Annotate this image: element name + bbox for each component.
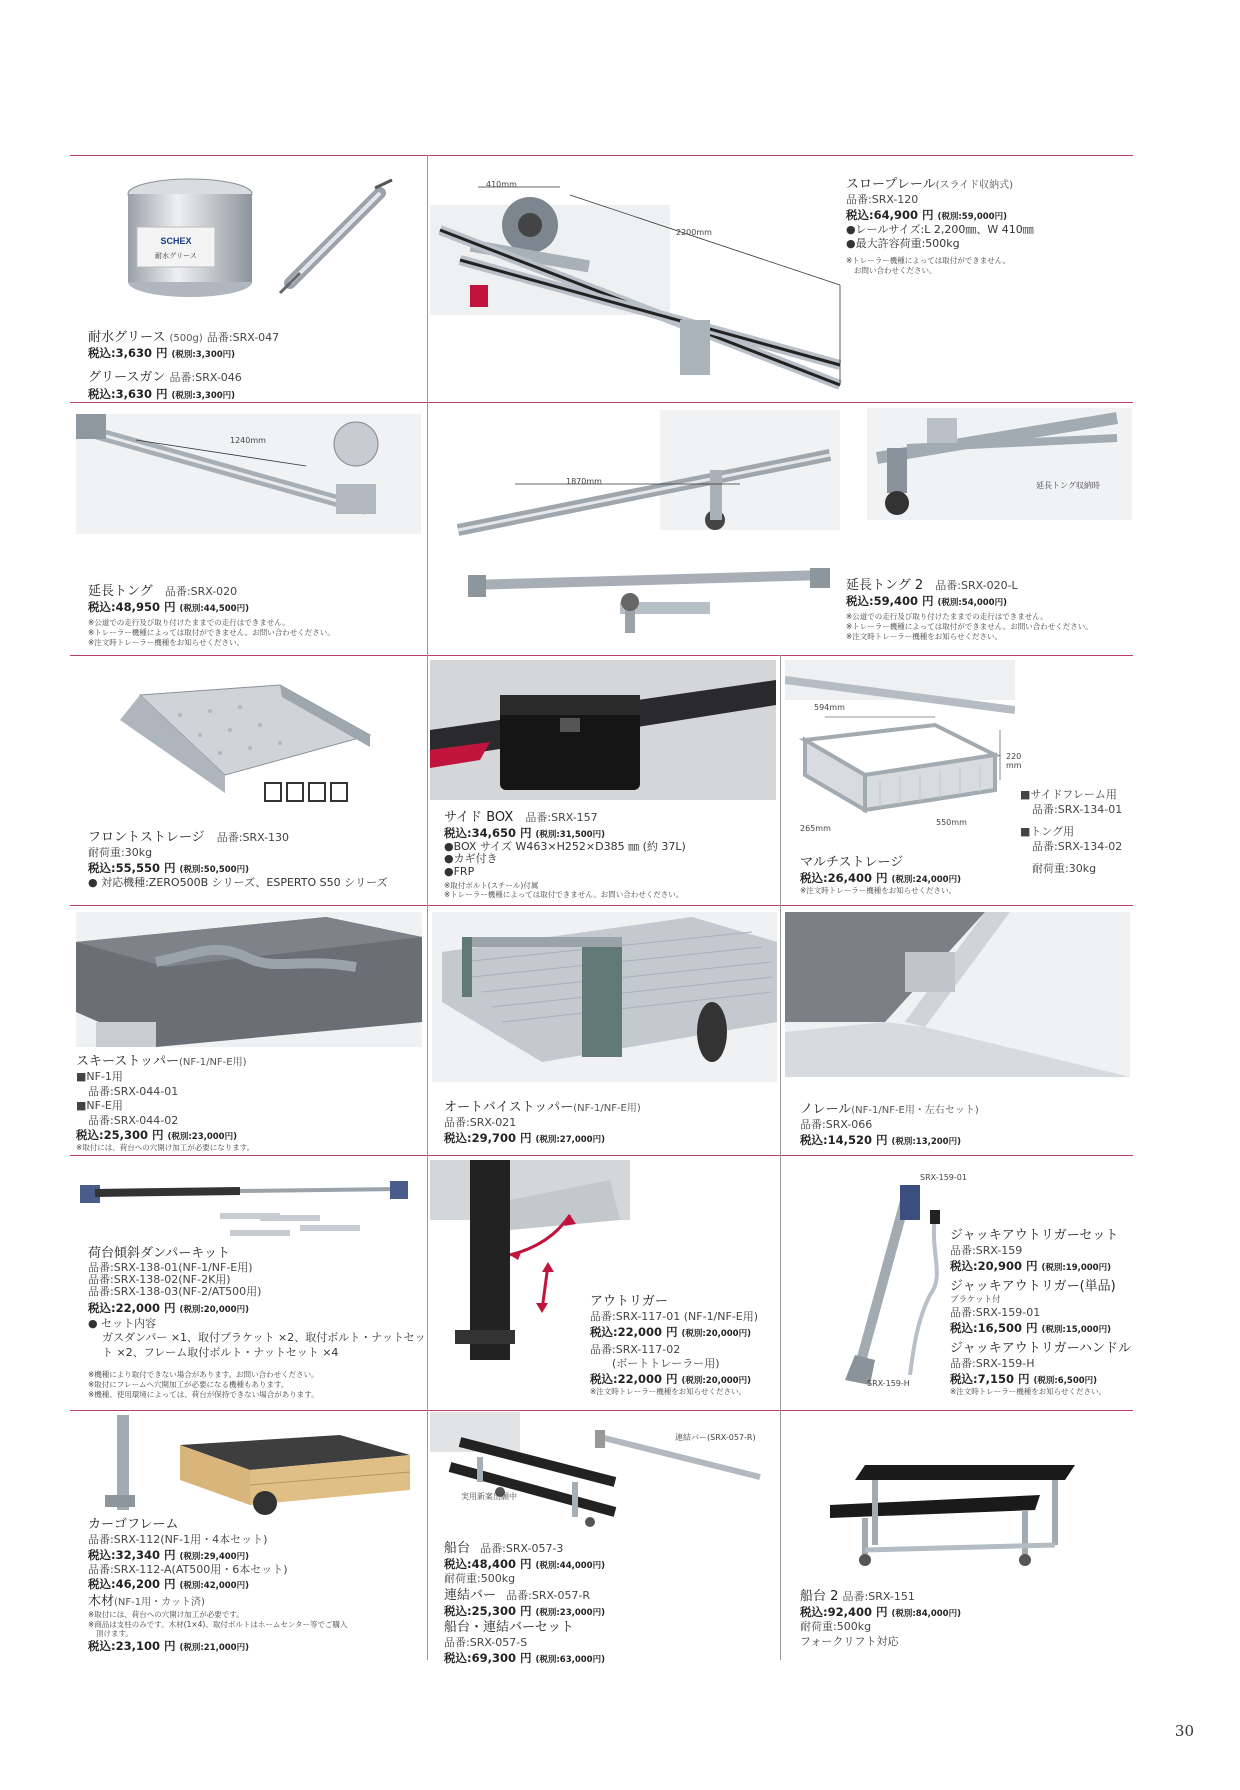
ski-stopper-text [76,1053,254,1153]
jack-code-bottom: SRX-159-H [867,1379,910,1388]
can-label: 耐水グリース [155,252,197,260]
bike-price: 税込:29,700 円 [444,1130,532,1145]
jack-set-price: 税込:20,900 円 [950,1258,1038,1273]
grease-title-sub: (500g) [169,333,203,344]
bar-code: 品番:SRX-057-R [506,1588,591,1602]
tongue-price-ex: (税別:44,500円) [179,604,249,615]
multi-side-frame: ■サイドフレーム用 [1020,788,1117,801]
tongue2-title: 延長トング 2 [846,578,924,593]
page-number: 30 [1174,1722,1194,1740]
bike-stopper-text [444,1099,641,1146]
slope-note: お問い合わせください。 [854,265,937,275]
gun-price: 税込:3,630 円 [88,386,168,401]
cargo-title: カーゴフレーム [88,1517,179,1532]
col-rule-r6b [780,1410,781,1660]
row-rule-2 [70,655,1133,656]
tongue2-price-ex: (税別:54,000円) [937,598,1007,609]
stand-set-code: 品番:SRX-057-S [444,1636,528,1650]
col-rule-r5a [427,1155,428,1410]
cargo-frame-image [105,1415,415,1515]
col-rule-r2 [427,402,428,655]
jack-code-top: SRX-159-01 [920,1173,967,1182]
jack-single-price: 税込:16,500 円 [950,1320,1038,1335]
outrigger-note: ※注文時トレーラー機種をお知らせください。 [590,1387,747,1397]
cargo-price2-ex: (税別:42,000円) [179,1581,249,1592]
rail-title-sub: (NF-1/NF-E用・左右セット) [851,1105,979,1116]
slope-title: スロープレール [846,177,936,192]
tongue-text [88,583,335,648]
rail-image [785,912,1130,1077]
slope-code: 品番:SRX-120 [846,193,919,207]
tongue2-code: 品番:SRX-020-L [935,579,1018,592]
boat-stand2-image [825,1460,1095,1570]
col-rule-r1 [427,155,428,402]
tongue-long-image [440,410,840,640]
wood-price: 税込:23,100 円 [88,1639,176,1654]
col-rule-r4a [427,905,428,1155]
sidebox-bullet: ●BOX サイズ W463×H252×D385 ㎜ (約 37L) [444,840,686,854]
tongue-dim-1870: 1870mm [566,477,602,486]
grease-gun-image [270,178,400,298]
cargo-price2: 税込:46,200 円 [88,1577,176,1592]
front-price-ex: (税別:50,500円) [179,864,249,875]
wood-sub: (NF-1用・カット済) [114,1596,205,1608]
multi-dim-mm: mm [1006,761,1022,770]
damper-title: 荷台傾斜ダンパーキット [88,1246,230,1261]
rail-text [800,1101,979,1148]
grease-price: 税込:3,630 円 [88,346,168,361]
jack-handle-price: 税込:7,150 円 [950,1371,1030,1386]
jack-handle-code: 品番:SRX-159-H [950,1356,1035,1370]
col-rule-r6a [427,1410,428,1660]
tongue-title: 延長トング [88,584,153,599]
damper-bullet: ト ×2、フレーム取付ボルト・ナットセット ×4 [102,1345,339,1359]
multi-price: 税込:26,400 円 [800,871,888,886]
grease-can-image [115,172,265,302]
stand-set-price-ex: (税別:63,000円) [535,1654,605,1665]
cargo-code2: 品番:SRX-112-A(AT500用・6本セット) [88,1562,288,1576]
tongue2-note: ※公道での走行及び取り付けたままでの走行はできません。 [846,612,1048,622]
tongue2-price: 税込:59,400 円 [846,594,934,609]
sidebox-price-ex: (税別:31,500円) [535,830,605,841]
multi-text [800,854,961,896]
ski-line: ■NF-1用 [76,1070,123,1084]
slope-price-ex: (税別:59,000円) [937,211,1007,222]
stand-code: 品番:SRX-057-3 [480,1542,564,1555]
sidebox-bullet: ●FRP [444,864,475,878]
sidebox-code: 品番:SRX-157 [525,811,598,824]
jack-image [840,1185,960,1385]
outrigger-code2: 品番:SRX-117-02 [590,1342,681,1356]
damper-code: 品番:SRX-138-03(NF-2/AT500用) [88,1285,262,1299]
bar-price: 税込:25,300 円 [444,1604,532,1619]
grease-price-ex: (税別:3,300円) [171,350,236,361]
tongue-image [76,414,421,534]
col-rule-r4b [780,905,781,1155]
row-rule-4 [70,1155,1133,1156]
boat-use-label: 実用新案出願中 [461,1492,517,1501]
front-title: フロントストレージ [88,830,205,845]
multi-side-text [1020,788,1122,877]
ski-stopper-image [76,912,422,1047]
cargo-note: 頂けます。 [96,1629,133,1639]
jack-single-price-ex: (税別:15,000円) [1041,1324,1111,1335]
boat-text [444,1540,605,1666]
rail-price: 税込:14,520 円 [800,1132,888,1147]
outrigger-price1: 税込:22,000 円 [590,1324,678,1339]
tongue2-text [846,577,1093,642]
slope-text [846,176,1034,275]
row-rule-3 [70,905,1133,906]
grease-title: 耐水グリース [88,330,166,345]
front-code: 品番:SRX-130 [216,831,290,844]
stand2-price-ex: (税別:84,000円) [891,1609,961,1620]
stand-load: 耐荷重:500kg [444,1572,516,1586]
outrigger-code2-sub: (ボートトレーラー用) [612,1357,720,1371]
slope-title-sub: (スライド収納式) [935,180,1014,191]
rail-price-ex: (税別:13,200円) [891,1136,961,1147]
front-bullet: ● 対応機種:ZERO500B シリーズ、ESPERTO S50 シリーズ [88,875,388,889]
front-load: 耐荷重:30kg [88,846,153,860]
cargo-note: ※商品は支柱のみです。木材(1×4)、取付ボルトはホームセンター等でご購入 [88,1619,348,1629]
slope-note: ※トレーラー機種によっては取付ができません。 [846,255,1011,265]
gun-title: グリースガン [88,370,166,386]
grease-code: 品番:SRX-047 [206,331,280,344]
bar-price-ex: (税別:23,000円) [535,1608,605,1619]
rail-code: 品番:SRX-066 [800,1118,873,1132]
multi-storage-image [785,660,1015,830]
damper-note: ※取付にフレームへ穴開加工が必要になる機種もあります。 [88,1379,289,1389]
jack-handle-price-ex: (税別:6,500円) [1033,1375,1098,1386]
ski-title-sub: (NF-1/NF-E用) [178,1057,247,1068]
sidebox-price: 税込:34,650 円 [444,826,532,841]
slope-dim-410: 410mm [486,180,517,189]
side-box-photo [430,660,776,800]
tongue-note: ※注文時トレーラー機種をお知らせください。 [88,637,245,647]
tongue2-note: ※トレーラー機種によっては取付ができません。お問い合わせください。 [846,622,1093,632]
sidebox-note: ※取付ボルト(スチール)付属 [444,880,539,890]
jack-set-code: 品番:SRX-159 [950,1244,1023,1258]
multi-title: マルチストレージ [800,855,904,870]
multi-dim-265: 265mm [800,824,831,833]
damper-bullet: ガスダンパー ×1、取付ブラケット ×2、取付ボルト・ナットセッ [102,1331,426,1345]
damper-price: 税込:22,000 円 [88,1301,176,1316]
cargo-note: ※取付には、荷台への穴開け加工が必要です。 [88,1609,244,1619]
front-storage-text [88,829,388,890]
outrigger-code1: 品番:SRX-117-01 (NF-1/NF-E用) [590,1310,759,1324]
cargo-price1: 税込:32,340 円 [88,1547,176,1562]
tongue-note: ※トレーラー機種によっては取付ができません。お問い合わせください。 [88,628,335,638]
multi-dim-594: 594mm [814,703,845,712]
can-brand: SCHEX [160,236,192,246]
ski-price: 税込:25,300 円 [76,1128,164,1143]
multi-dim-550: 550mm [936,818,967,827]
outrigger-price2-ex: (税別:20,000円) [681,1375,751,1386]
stand2-load: 耐荷重:500kg [800,1620,872,1634]
sidebox-bullet: ●カギ付き [444,852,498,866]
tongue-dim-1240: 1240mm [230,436,266,445]
tongue2-image [867,408,1132,520]
jack-note: ※注文時トレーラー機種をお知らせください。 [950,1386,1107,1396]
stand-set-title: 船台・連結バーセット [444,1620,574,1636]
stand-title: 船台 [444,1541,471,1556]
multi-side-code: 品番:SRX-134-01 [1032,802,1123,816]
jack-handle-title: ジャッキアウトリガーハンドル [950,1340,1131,1356]
ski-price-ex: (税別:23,000円) [167,1132,237,1143]
jack-single-code: 品番:SRX-159-01 [950,1306,1041,1320]
cargo-code1: 品番:SRX-112(NF-1用・4本セット) [88,1533,268,1547]
wood-price-ex: (税別:21,000円) [179,1643,249,1654]
jack-single-sub: ブラケット付 [950,1295,1001,1306]
outrigger-price2: 税込:22,000 円 [590,1371,678,1386]
boat-bar-label: 連結バー(SRX-057-R) [675,1433,756,1442]
bike-title-sub: (NF-1/NF-E用) [573,1103,641,1114]
rail-title: ノレール [800,1102,852,1117]
damper-note: ※機種により取付できない場合があります。お問い合わせください。 [88,1370,319,1380]
bike-stopper-image [432,912,777,1082]
col-rule-r3b [780,655,781,905]
jack-set-price-ex: (税別:19,000円) [1041,1262,1111,1273]
multi-price-ex: (税別:24,000円) [891,875,961,886]
col-rule-r3a [427,655,428,905]
bar-title: 連結バー [444,1587,497,1603]
stand-price-ex: (税別:44,000円) [535,1561,605,1572]
damper-bullet: ● セット内容 [88,1316,157,1330]
stand-price: 税込:48,400 円 [444,1557,532,1572]
multi-tongue-code: 品番:SRX-134-02 [1032,839,1123,853]
cargo-text [88,1516,348,1654]
front-storage-image [110,675,380,810]
stand2-forklift: フォークリフト対応 [800,1634,899,1648]
tongue-price: 税込:48,950 円 [88,600,176,615]
front-price: 税込:55,550 円 [88,860,176,875]
col-rule-r5b [780,1155,781,1410]
jack-single-title: ジャッキアウトリガー(単品) [950,1278,1116,1294]
cargo-price1-ex: (税別:29,400円) [179,1551,249,1562]
damper-note: ※機種、使用環境によっては、荷台が保持できない場合があります。 [88,1389,319,1399]
ski-line: ■NF-E用 [76,1099,123,1113]
row-rule-1 [70,402,1133,403]
bike-title: オートバイストッパー [444,1100,574,1115]
tongue-note: ※公道での走行及び取り付けたままでの走行はできません。 [88,618,290,628]
gun-price-ex: (税別:3,300円) [171,390,236,401]
bike-price-ex: (税別:27,000円) [535,1134,605,1145]
ski-line: 品番:SRX-044-02 [88,1113,179,1127]
damper-code: 品番:SRX-138-01(NF-1/NF-E用) [88,1261,253,1275]
bike-code: 品番:SRX-021 [444,1116,517,1130]
multi-dim-220: 220 [1006,752,1022,761]
boat-stand2-text [800,1588,961,1649]
tongue-code: 品番:SRX-020 [164,585,238,598]
damper-price-ex: (税別:20,000円) [179,1305,249,1316]
tongue2-note: ※注文時トレーラー機種をお知らせください。 [846,631,1003,641]
damper-image [80,1175,415,1250]
side-box-text [444,809,686,900]
outrigger-text [590,1293,758,1397]
damper-text [88,1245,426,1399]
jack-text [950,1227,1131,1396]
ski-title: スキーストッパー [76,1054,179,1069]
multi-note: ※注文時トレーラー機種をお知らせください。 [800,886,957,896]
stand2-code: 品番:SRX-151 [842,1590,915,1603]
multi-load: 耐荷重:30kg [1032,862,1097,876]
stand2-price: 税込:92,400 円 [800,1605,888,1620]
jack-set-title: ジャッキアウトリガーセット [950,1228,1119,1243]
damper-code: 品番:SRX-138-02(NF-2K用) [88,1273,231,1287]
slope-bullet: ●最大許容荷重:500kg [846,237,960,251]
slope-bullet: ●レールサイズ:L 2,200㎜、W 410㎜ [846,222,1034,236]
stand-set-price: 税込:69,300 円 [444,1650,532,1665]
gun-code: 品番:SRX-046 [169,371,242,385]
multi-tongue-use: ■トング用 [1020,825,1075,839]
sidebox-note: ※トレーラー機種によっては取付できません。お問い合わせください。 [444,890,684,900]
slope-dim-2200: 2200mm [676,228,712,237]
wood-title: 木材 [88,1593,115,1609]
sidebox-title: サイド BOX [444,810,514,825]
stand2-title: 船台 2 [800,1589,839,1604]
boat-stand-image [430,1412,775,1532]
tongue2-stored-label: 延長トング収納時 [1036,481,1100,490]
slope-rail-image [430,175,850,397]
ski-line: 品番:SRX-044-01 [88,1084,179,1098]
outrigger-price1-ex: (税別:20,000円) [681,1328,751,1339]
outrigger-title: アウトリガー [590,1294,668,1309]
top-rule [70,155,1133,156]
grease-text [88,329,279,402]
row-rule-5 [70,1410,1133,1411]
ski-note: ※取付には、荷台への穴開け加工が必要になります。 [76,1143,255,1153]
slope-price: 税込:64,900 円 [846,207,934,222]
